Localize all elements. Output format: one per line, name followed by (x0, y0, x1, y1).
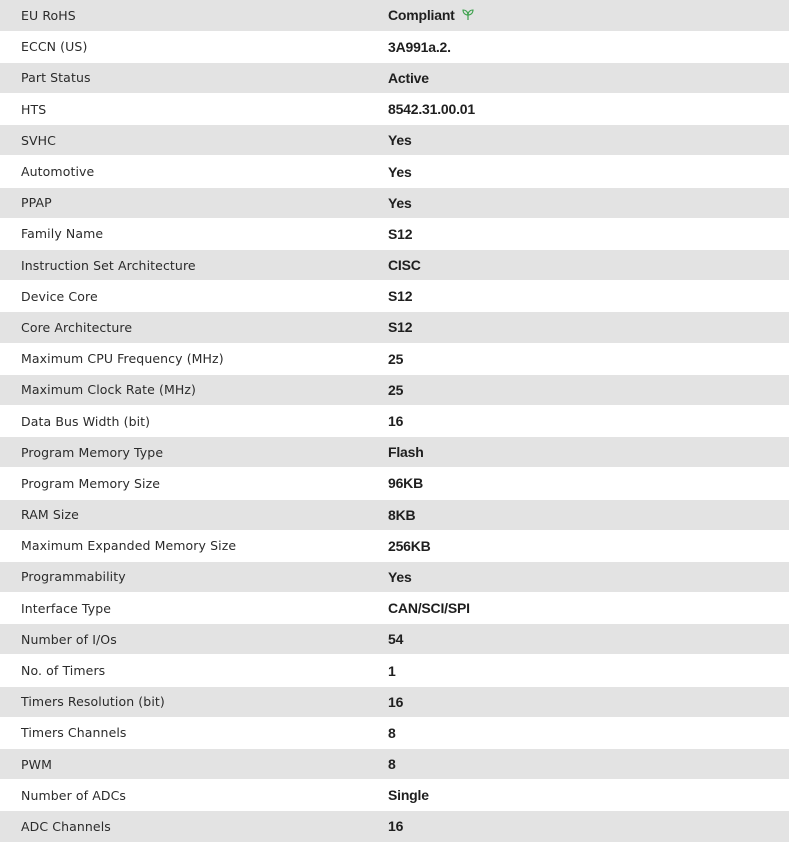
table-row (0, 343, 789, 374)
row-value: 256KB (388, 530, 789, 561)
row-value-text: Compliant (388, 7, 455, 24)
table-row (0, 281, 789, 312)
table-row (0, 94, 789, 125)
row-value: Yes (388, 561, 789, 592)
table-row (0, 187, 789, 218)
table-row (0, 31, 789, 62)
table-row (0, 655, 789, 686)
table-row (0, 624, 789, 655)
table-row (0, 218, 789, 249)
row-value: 8 (388, 749, 789, 780)
row-label: Maximum CPU Frequency (MHz) (0, 343, 388, 374)
row-label: EU RoHS (0, 0, 388, 31)
table-row (0, 780, 789, 811)
rohs-leaf-icon (461, 9, 475, 21)
table-row (0, 312, 789, 343)
table-row (0, 530, 789, 561)
row-value: 54 (388, 624, 789, 655)
table-row (0, 686, 789, 717)
table-row (0, 374, 789, 405)
row-value: 3A991a.2. (388, 31, 789, 62)
table-row (0, 0, 789, 31)
row-value: 8 (388, 717, 789, 748)
row-label: Programmability (0, 561, 388, 592)
row-value: CAN/SCI/SPI (388, 593, 789, 624)
table-row (0, 593, 789, 624)
row-label: RAM Size (0, 499, 388, 530)
table-row (0, 749, 789, 780)
row-value: Single (388, 780, 789, 811)
table-row (0, 62, 789, 93)
row-value: 8542.31.00.01 (388, 94, 789, 125)
row-label: ECCN (US) (0, 31, 388, 62)
row-value: 1 (388, 655, 789, 686)
row-label: Number of ADCs (0, 780, 388, 811)
row-value: S12 (388, 312, 789, 343)
table-row (0, 717, 789, 748)
row-label: Program Memory Type (0, 437, 388, 468)
row-value: 16 (388, 405, 789, 436)
table-row (0, 250, 789, 281)
row-label: Maximum Expanded Memory Size (0, 530, 388, 561)
row-label: Family Name (0, 218, 388, 249)
row-label: Device Core (0, 281, 388, 312)
row-label: No. of Timers (0, 655, 388, 686)
row-value: S12 (388, 281, 789, 312)
row-label: SVHC (0, 125, 388, 156)
row-value: S12 (388, 218, 789, 249)
table-row (0, 499, 789, 530)
row-value: Active (388, 62, 789, 93)
row-label: HTS (0, 94, 388, 125)
table-row (0, 468, 789, 499)
row-value: Yes (388, 156, 789, 187)
row-value: 25 (388, 343, 789, 374)
table-row (0, 811, 789, 842)
row-label: Timers Resolution (bit) (0, 686, 388, 717)
row-value: 16 (388, 811, 789, 842)
row-label: Program Memory Size (0, 468, 388, 499)
row-label: PWM (0, 749, 388, 780)
row-value: Yes (388, 125, 789, 156)
row-value: CISC (388, 250, 789, 281)
row-value (388, 0, 789, 31)
table-row (0, 561, 789, 592)
table-row (0, 437, 789, 468)
row-label: Instruction Set Architecture (0, 250, 388, 281)
table-row (0, 156, 789, 187)
row-label: Number of I/Os (0, 624, 388, 655)
row-label: ADC Channels (0, 811, 388, 842)
row-label: Interface Type (0, 593, 388, 624)
row-label: Maximum Clock Rate (MHz) (0, 374, 388, 405)
table-row (0, 125, 789, 156)
row-label: Timers Channels (0, 717, 388, 748)
table-row (0, 405, 789, 436)
row-label: Core Architecture (0, 312, 388, 343)
row-value: 25 (388, 374, 789, 405)
row-value: 96KB (388, 468, 789, 499)
row-value: Flash (388, 437, 789, 468)
row-value: 16 (388, 686, 789, 717)
row-label: Part Status (0, 62, 388, 93)
row-value: Yes (388, 187, 789, 218)
row-label: Data Bus Width (bit) (0, 405, 388, 436)
row-value: 8KB (388, 499, 789, 530)
row-label: PPAP (0, 187, 388, 218)
row-label: Automotive (0, 156, 388, 187)
